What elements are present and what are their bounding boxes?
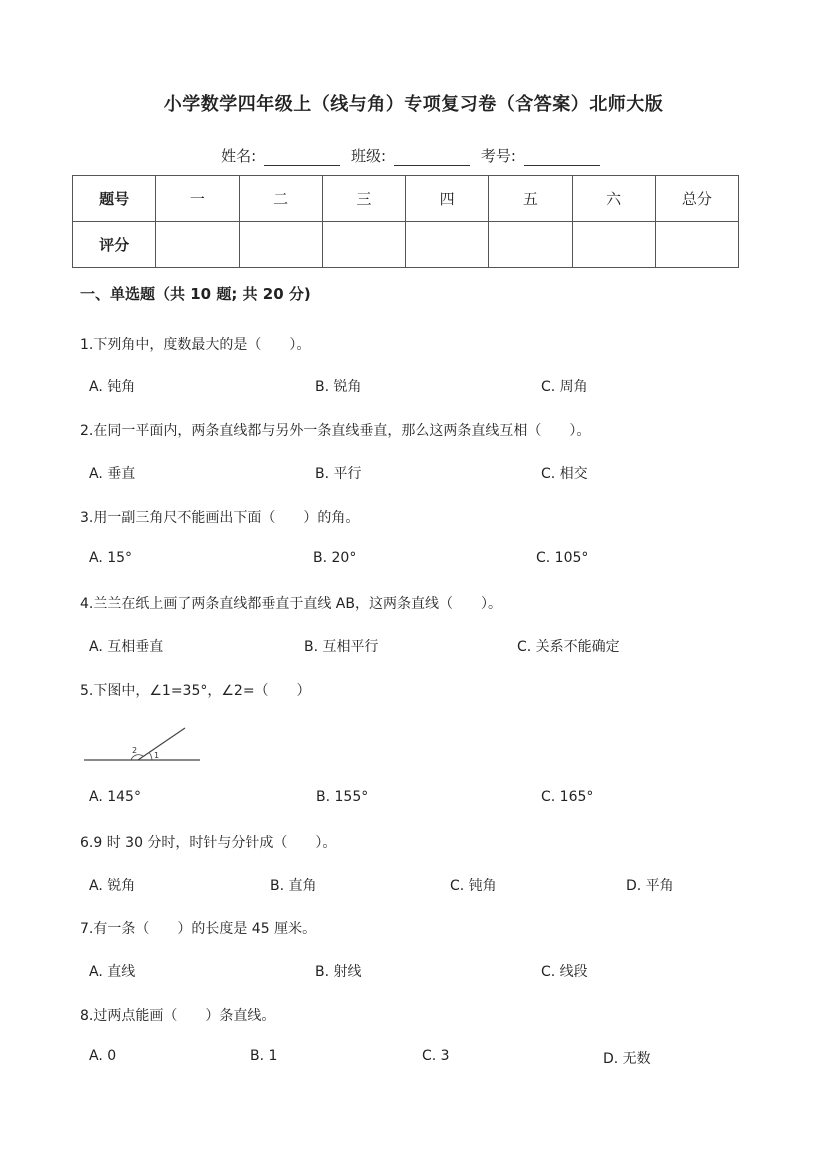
number-field[interactable] — [524, 149, 600, 166]
column-total: 总分 — [655, 176, 738, 222]
student-info — [0, 145, 827, 166]
q7-option-c[interactable]: C. 线段 — [541, 964, 588, 980]
question-8: 8.过两点能画（ ）条直线。 — [80, 1008, 276, 1024]
class-label: 班级: — [350, 147, 387, 165]
column-2: 二 — [239, 176, 322, 222]
score-table — [72, 175, 739, 268]
q1-option-b[interactable]: B. 锐角 — [315, 379, 362, 395]
question-4: 4.兰兰在纸上画了两条直线都垂直于直线 AB，这两条直线（ ）。 — [80, 596, 502, 612]
q3-option-a[interactable]: A. 15° — [89, 550, 133, 566]
q1-option-a[interactable]: A. 钝角 — [89, 379, 136, 395]
q1-option-c[interactable]: C. 周角 — [541, 379, 588, 395]
score-cell[interactable] — [322, 222, 405, 268]
question-1: 1.下列角中，度数最大的是（ ）。 — [80, 337, 311, 353]
q3-option-c[interactable]: C. 105° — [536, 550, 589, 566]
q5-option-a[interactable]: A. 145° — [89, 789, 141, 805]
column-3: 三 — [322, 176, 405, 222]
number-label: 考号: — [480, 147, 516, 165]
score-cell[interactable] — [406, 222, 489, 268]
name-label: 姓名: — [221, 147, 257, 165]
score-cell[interactable] — [572, 222, 655, 268]
q7-option-a[interactable]: A. 直线 — [89, 964, 136, 980]
q6-option-a[interactable]: A. 锐角 — [89, 878, 136, 894]
column-1: 一 — [156, 176, 239, 222]
q2-option-a[interactable]: A. 垂直 — [89, 466, 136, 482]
class-field[interactable] — [394, 149, 470, 166]
column-6: 六 — [572, 176, 655, 222]
q4-option-a[interactable]: A. 互相垂直 — [89, 639, 164, 655]
q6-option-c[interactable]: C. 钝角 — [450, 878, 497, 894]
q4-option-c[interactable]: C. 关系不能确定 — [517, 639, 620, 655]
q5-option-b[interactable]: B. 155° — [316, 789, 369, 805]
q7-option-b[interactable]: B. 射线 — [315, 964, 362, 980]
q8-option-d[interactable]: D. 无数 — [603, 1051, 651, 1067]
q8-option-b[interactable]: B. 1 — [250, 1048, 278, 1064]
score-cell[interactable] — [156, 222, 239, 268]
angle-2-label: 2 — [132, 746, 138, 755]
angle-figure — [84, 726, 204, 766]
question-3: 3.用一副三角尺不能画出下面（ ）的角。 — [80, 510, 360, 526]
name-field[interactable] — [264, 149, 340, 166]
score-table-header-row — [73, 176, 739, 222]
score-table-score-row — [73, 222, 739, 268]
score-label: 评分 — [73, 222, 156, 268]
angle-1-label: 1 — [154, 751, 160, 760]
column-5: 五 — [489, 176, 572, 222]
score-cell[interactable] — [655, 222, 738, 268]
question-5: 5.下图中，∠1=35°，∠2=（ ） — [80, 683, 311, 699]
q6-option-d[interactable]: D. 平角 — [626, 878, 674, 894]
question-number-label: 题号 — [73, 176, 156, 222]
q2-option-b[interactable]: B. 平行 — [315, 466, 362, 482]
q4-option-b[interactable]: B. 互相平行 — [304, 639, 379, 655]
page-title: 小学数学四年级上（线与角）专项复习卷（含答案）北师大版 — [163, 94, 664, 115]
question-2: 2.在同一平面内，两条直线都与另外一条直线垂直，那么这两条直线互相（ ）。 — [80, 423, 591, 439]
column-4: 四 — [406, 176, 489, 222]
q2-option-c[interactable]: C. 相交 — [541, 466, 588, 482]
q8-option-c[interactable]: C. 3 — [422, 1048, 450, 1064]
question-6: 6.9 时 30 分时，时针与分针成（ ）。 — [80, 835, 337, 851]
score-cell[interactable] — [239, 222, 322, 268]
q3-option-b[interactable]: B. 20° — [313, 550, 357, 566]
q8-option-a[interactable]: A. 0 — [89, 1048, 117, 1064]
question-7: 7.有一条（ ）的长度是 45 厘米。 — [80, 921, 317, 937]
section-title: 一、单选题（共 10 题; 共 20 分) — [80, 285, 311, 303]
score-cell[interactable] — [489, 222, 572, 268]
q6-option-b[interactable]: B. 直角 — [270, 878, 317, 894]
q5-option-c[interactable]: C. 165° — [541, 789, 594, 805]
